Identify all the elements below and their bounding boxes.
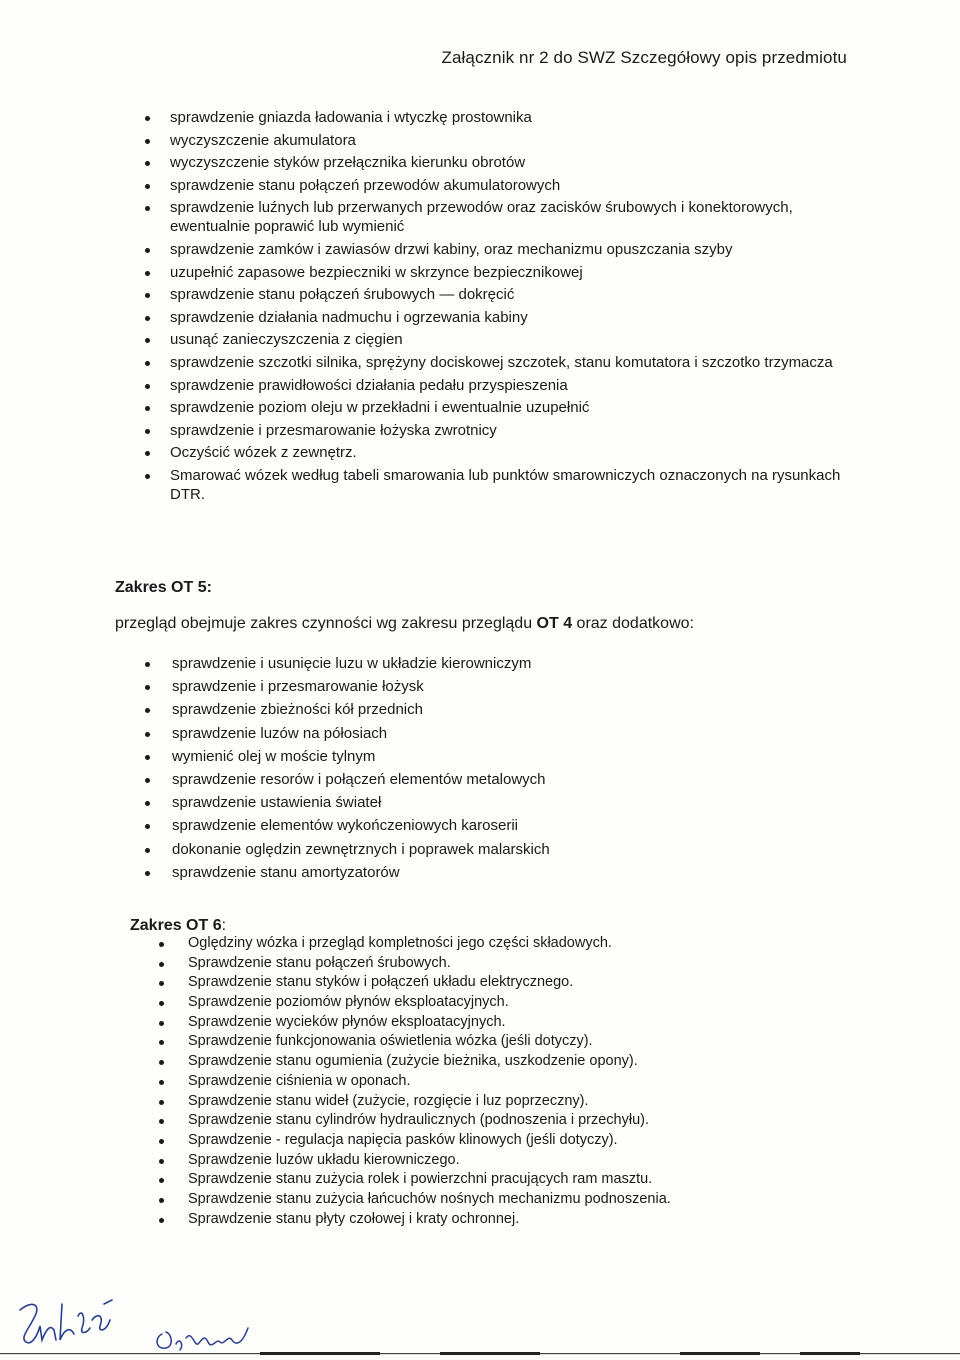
list-item: sprawdzenie luzów na półosiach <box>172 724 822 743</box>
list-item: Sprawdzenie stanu styków i połączeń układu elektrycznego. <box>188 974 838 991</box>
list-item: Sprawdzenie stanu połączeń śrubowych. <box>188 955 838 972</box>
list-item: sprawdzenie resorów i połączeń elementów metalowych <box>172 770 822 789</box>
list-item: sprawdzenie stanu amortyzatorów <box>172 863 822 882</box>
heading-colon: : <box>221 917 227 934</box>
intro-text-end: oraz dodatkowo: <box>572 615 694 632</box>
list-item: Sprawdzenie stanu wideł (zużycie, rozgięcie i luz poprzeczny). <box>188 1093 838 1110</box>
inspection-list-ot4 <box>170 108 850 508</box>
section-heading-ot6 <box>130 917 226 935</box>
intro-bold: OT 4 <box>536 615 573 632</box>
list-item: wyczyszczenie akumulatora <box>170 131 850 150</box>
heading-bold: Zakres OT 6 <box>130 917 222 934</box>
list-item: Sprawdzenie luzów układu kierowniczego. <box>188 1152 838 1169</box>
list-item: sprawdzenie szczotki silnika, sprężyny dociskowej szczotek, stanu komutatora i szczotko trzymacza <box>170 353 850 372</box>
list-item: Sprawdzenie poziomów płynów eksploatacyjnych. <box>188 994 838 1011</box>
list-item: wyczyszczenie styków przełącznika kierunku obrotów <box>170 153 850 172</box>
list-item: sprawdzenie elementów wykończeniowych karoserii <box>172 816 822 835</box>
list-item: sprawdzenie stanu połączeń śrubowych — dokręcić <box>170 285 850 304</box>
list-item: sprawdzenie działania nadmuchu i ogrzewania kabiny <box>170 308 850 327</box>
list-item: sprawdzenie ustawienia świateł <box>172 793 822 812</box>
list-item: Sprawdzenie stanu zużycia rolek i powierzchni pracujących ram masztu. <box>188 1171 838 1188</box>
list-item: uzupełnić zapasowe bezpieczniki w skrzynce bezpiecznikowej <box>170 263 850 282</box>
list-item: Oględziny wózka i przegląd kompletności jego części składowych. <box>188 935 838 952</box>
section-intro-ot5 <box>115 615 694 633</box>
list-item: wymienić olej w moście tylnym <box>172 747 822 766</box>
list-item: Smarować wózek według tabeli smarowania lub punktów smarowniczych oznaczonych na rysunkach DTR. <box>170 466 850 504</box>
list-item: Sprawdzenie ciśnienia w oponach. <box>188 1073 838 1090</box>
scan-edge-marks <box>0 1352 960 1356</box>
handwritten-signature-2 <box>150 1316 255 1356</box>
list-item: Sprawdzenie stanu ogumienia (zużycie bieżnika, uszkodzenie opony). <box>188 1053 838 1070</box>
inspection-list-ot6 <box>188 935 838 1230</box>
list-item: sprawdzenie zbieżności kół przednich <box>172 700 822 719</box>
list-item: sprawdzenie stanu połączeń przewodów akumulatorowych <box>170 176 850 195</box>
list-item: sprawdzenie poziom oleju w przekładni i ewentualnie uzupełnić <box>170 398 850 417</box>
list-item: Sprawdzenie - regulacja napięcia pasków klinowych (jeśli dotyczy). <box>188 1132 838 1149</box>
handwritten-signature-1 <box>12 1290 122 1352</box>
list-item: sprawdzenie i usunięcie luzu w układzie kierowniczym <box>172 654 822 673</box>
section-heading-ot5: Zakres OT 5: <box>115 579 212 596</box>
list-item: dokonanie oględzin zewnętrznych i poprawek malarskich <box>172 840 822 859</box>
list-item: sprawdzenie gniazda ładowania i wtyczkę prostownika <box>170 108 850 127</box>
list-item: Sprawdzenie stanu płyty czołowej i kraty ochronnej. <box>188 1211 838 1228</box>
list-item: Sprawdzenie stanu zużycia łańcuchów nośnych mechanizmu podnoszenia. <box>188 1191 838 1208</box>
list-item: Sprawdzenie wycieków płynów eksploatacyjnych. <box>188 1014 838 1031</box>
list-item: Oczyścić wózek z zewnętrz. <box>170 443 850 462</box>
list-item: Sprawdzenie stanu cylindrów hydraulicznych (podnoszenia i przechyłu). <box>188 1112 838 1129</box>
list-item: sprawdzenie prawidłowości działania pedału przyspieszenia <box>170 376 850 395</box>
document-header: Załącznik nr 2 do SWZ Szczegółowy opis przedmiotu <box>441 48 847 67</box>
list-item: sprawdzenie i przesmarowanie łożyska zwrotnicy <box>170 421 850 440</box>
list-item: usunąć zanieczyszczenia z cięgien <box>170 330 850 349</box>
list-item: Sprawdzenie funkcjonowania oświetlenia wózka (jeśli dotyczy). <box>188 1033 838 1050</box>
list-item: sprawdzenie luźnych lub przerwanych przewodów oraz zacisków śrubowych i konektorowych, ewentualnie poprawić lub wymienić <box>170 198 850 236</box>
intro-text: przegląd obejmuje zakres czynności wg zakresu przeglądu <box>115 615 537 632</box>
inspection-list-ot5 <box>172 654 822 886</box>
list-item: sprawdzenie zamków i zawiasów drzwi kabiny, oraz mechanizmu opuszczania szyby <box>170 240 850 259</box>
list-item: sprawdzenie i przesmarowanie łożysk <box>172 677 822 696</box>
